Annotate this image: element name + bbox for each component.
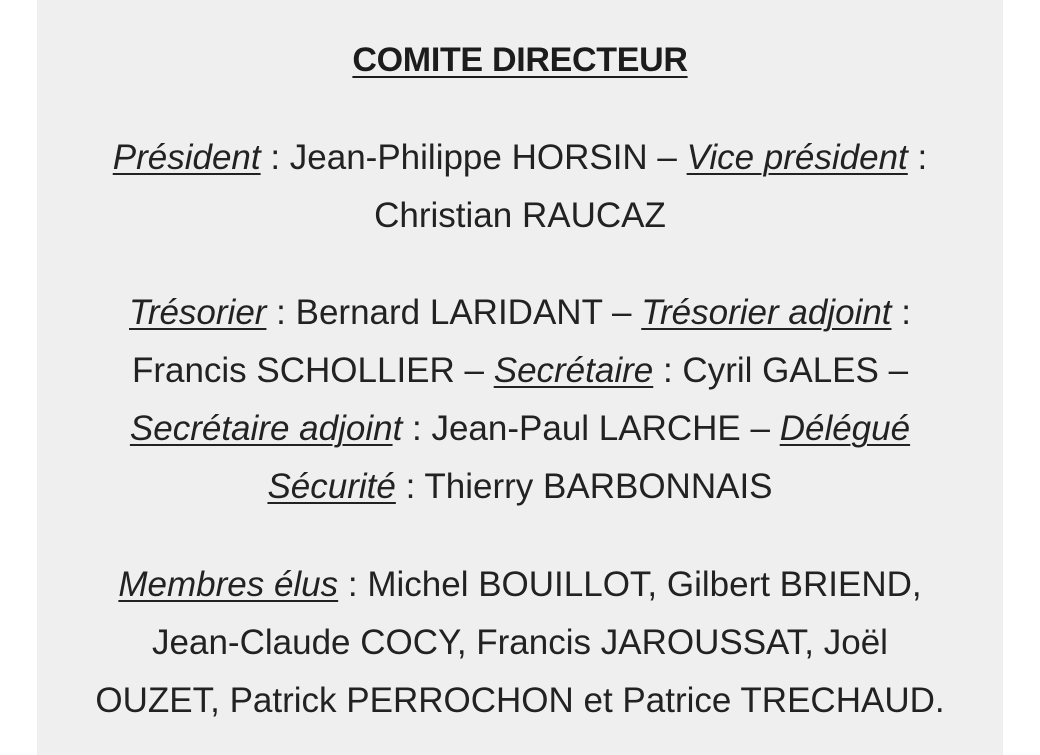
officers-line-2 bbox=[37, 342, 1003, 400]
role-president: Président bbox=[112, 138, 261, 177]
members-line-3 bbox=[37, 672, 1003, 730]
bureau-line-2 bbox=[37, 187, 1003, 245]
role-tresorier-adjoint: Trésorier adjoint bbox=[641, 293, 892, 332]
members-paragraph bbox=[37, 556, 1003, 730]
secretaire-adjoint-name: : Jean-Paul LARCHE – bbox=[402, 409, 780, 448]
page-title: COMITE DIRECTEUR bbox=[352, 41, 688, 79]
role-secretaire: Secrétaire bbox=[493, 351, 654, 390]
bureau-line-1 bbox=[37, 129, 1003, 187]
role-secretaire-adjoint: Secrétaire adjoin bbox=[129, 409, 393, 448]
vice-president-name: Christian RAUCAZ bbox=[374, 196, 666, 235]
role-vice-president: Vice président bbox=[686, 138, 908, 177]
bureau-paragraph bbox=[37, 129, 1003, 245]
secretaire-name: : Cyril GALES – bbox=[653, 351, 909, 390]
members-line-2 bbox=[37, 614, 1003, 672]
tresorier-adjoint-name: Francis SCHOLLIER – bbox=[131, 351, 494, 390]
role-tresorier: Trésorier bbox=[129, 293, 267, 332]
president-name: : Jean-Philippe HORSIN – bbox=[260, 138, 687, 177]
officers-line-4 bbox=[37, 458, 1003, 516]
officers-paragraph bbox=[37, 284, 1003, 516]
tresorier-adjoint-separator: : bbox=[891, 293, 911, 332]
vice-separator: : bbox=[907, 138, 928, 177]
role-delegue: Délégué bbox=[779, 409, 911, 448]
tresorier-name: : Bernard LARIDANT – bbox=[266, 293, 642, 332]
members-names-3: OUZET, Patrick PERROCHON et Patrice TRECHAUD. bbox=[95, 681, 945, 720]
members-names-1: : Michel BOUILLOT, Gilbert BRIEND, bbox=[338, 565, 922, 604]
officers-line-1 bbox=[37, 284, 1003, 342]
officers-line-3 bbox=[37, 400, 1003, 458]
role-secretaire-adjoint-end: t bbox=[392, 409, 403, 448]
content-panel bbox=[37, 0, 1003, 755]
role-membres-elus: Membres élus bbox=[118, 565, 339, 604]
role-securite: Sécurité bbox=[267, 467, 396, 506]
delegue-securite-name: : Thierry BARBONNAIS bbox=[395, 467, 773, 506]
members-names-2: Jean-Claude COCY, Francis JAROUSSAT, Joël bbox=[152, 623, 888, 662]
members-line-1 bbox=[37, 556, 1003, 614]
